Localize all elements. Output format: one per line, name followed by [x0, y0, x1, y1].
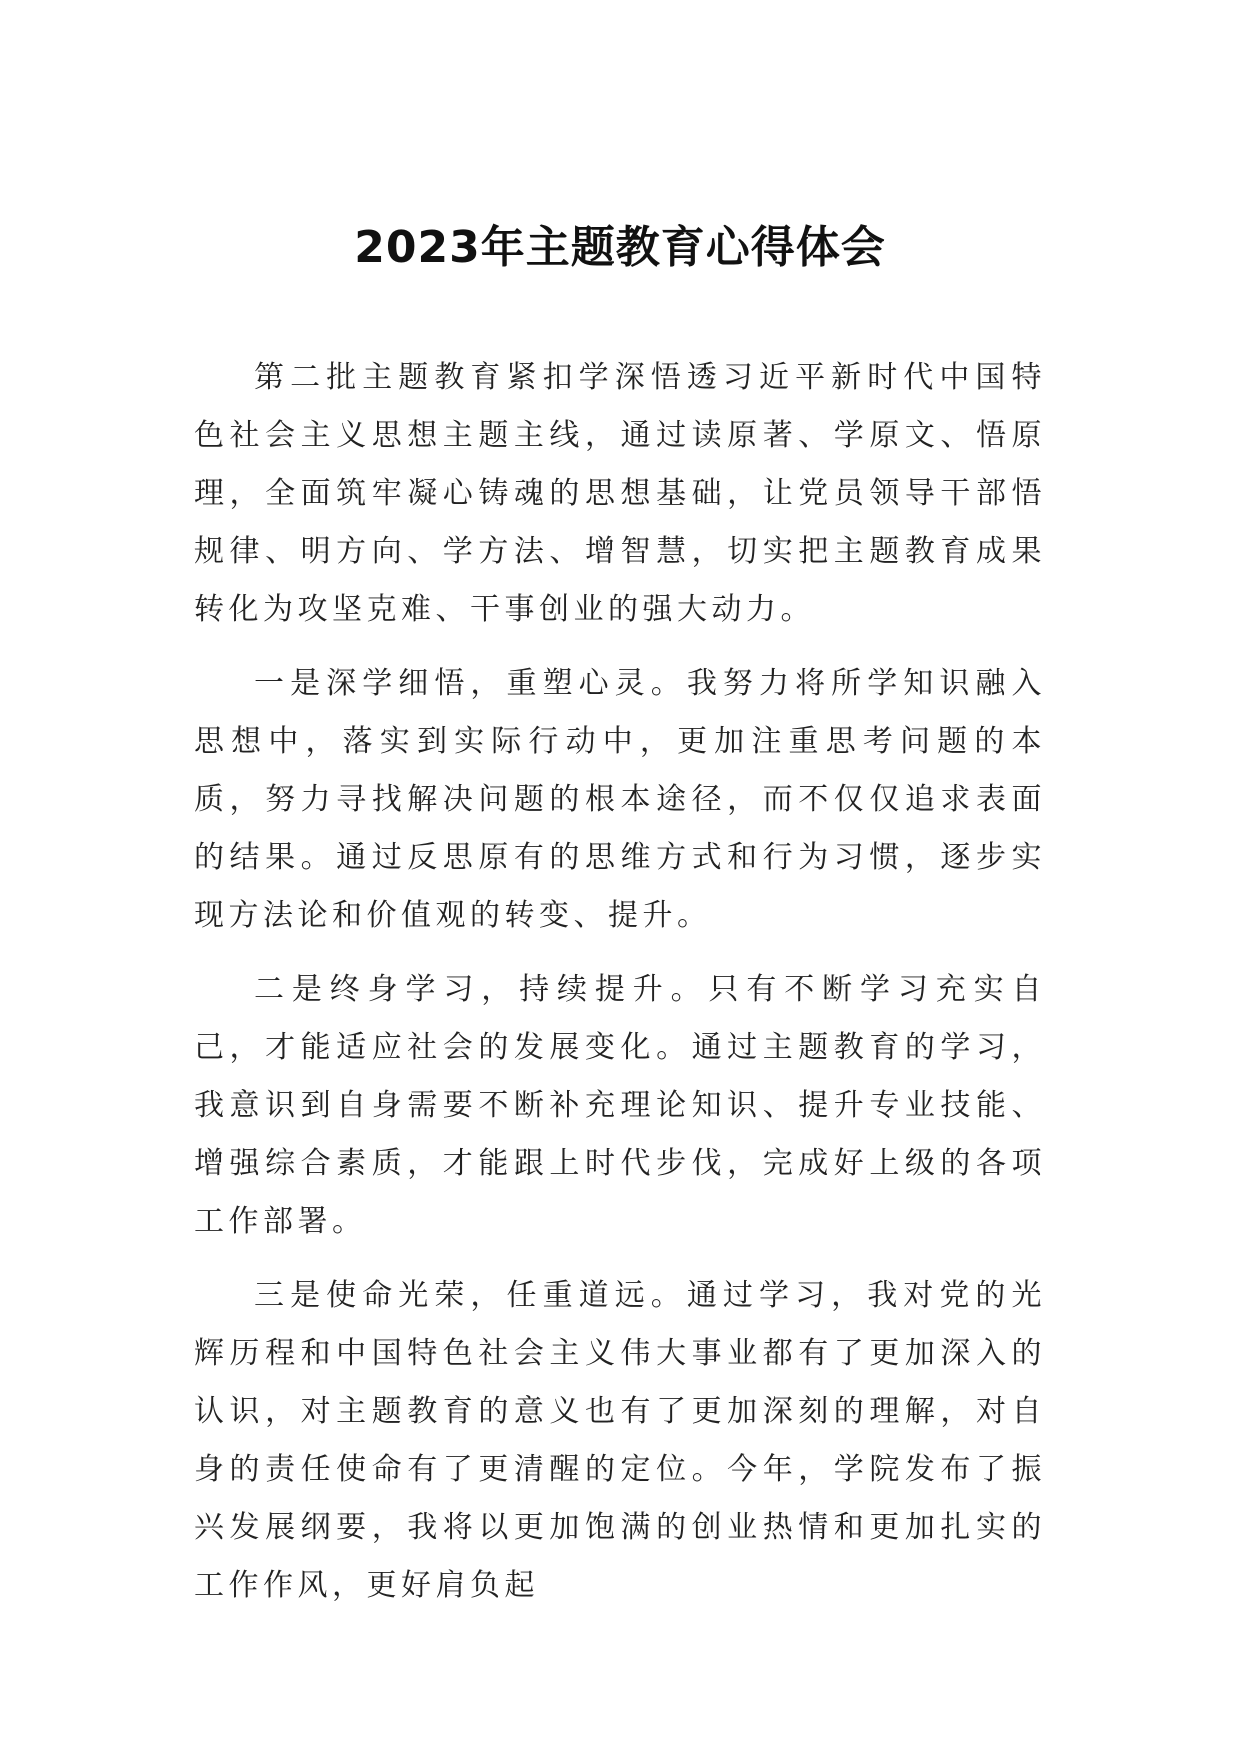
paragraph-intro: 第二批主题教育紧扣学深悟透习近平新时代中国特色社会主义思想主题主线，通过读原著、学原文、悟原理，全面筑牢凝心铸魂的思想基础，让党员领导干部悟规律、明方向、学方法、增智慧，切实把主题教育成果转化为攻坚克难、干事创业的强大动力。 [194, 360, 1046, 627]
paragraph-point-one: 一是深学细悟，重塑心灵。我努力将所学知识融入思想中，落实到实际行动中，更加注重思考问题的本质，努力寻找解决问题的根本途径，而不仅仅追求表面的结果。通过反思原有的思维方式和行为习惯，逐步实现方法论和价值观的转变、提升。 [194, 666, 1046, 933]
paragraph-point-two: 二是终身学习，持续提升。只有不断学习充实自己，才能适应社会的发展变化。通过主题教育的学习，我意识到自身需要不断补充理论知识、提升专业技能、增强综合素质，才能跟上时代步伐，完成好上级的各项工作部署。 [194, 972, 1046, 1239]
document-title: 2023年主题教育心得体会 [354, 222, 886, 273]
paragraph-point-three: 三是使命光荣，任重道远。通过学习，我对党的光辉历程和中国特色社会主义伟大事业都有了更加深入的认识，对主题教育的意义也有了更加深刻的理解，对自身的责任使命有了更清醒的定位。今年，学院发布了振兴发展纲要，我将以更加饱满的创业热情和更加扎实的工作作风，更好肩负起 [194, 1278, 1046, 1603]
document-body [194, 349, 1046, 1631]
